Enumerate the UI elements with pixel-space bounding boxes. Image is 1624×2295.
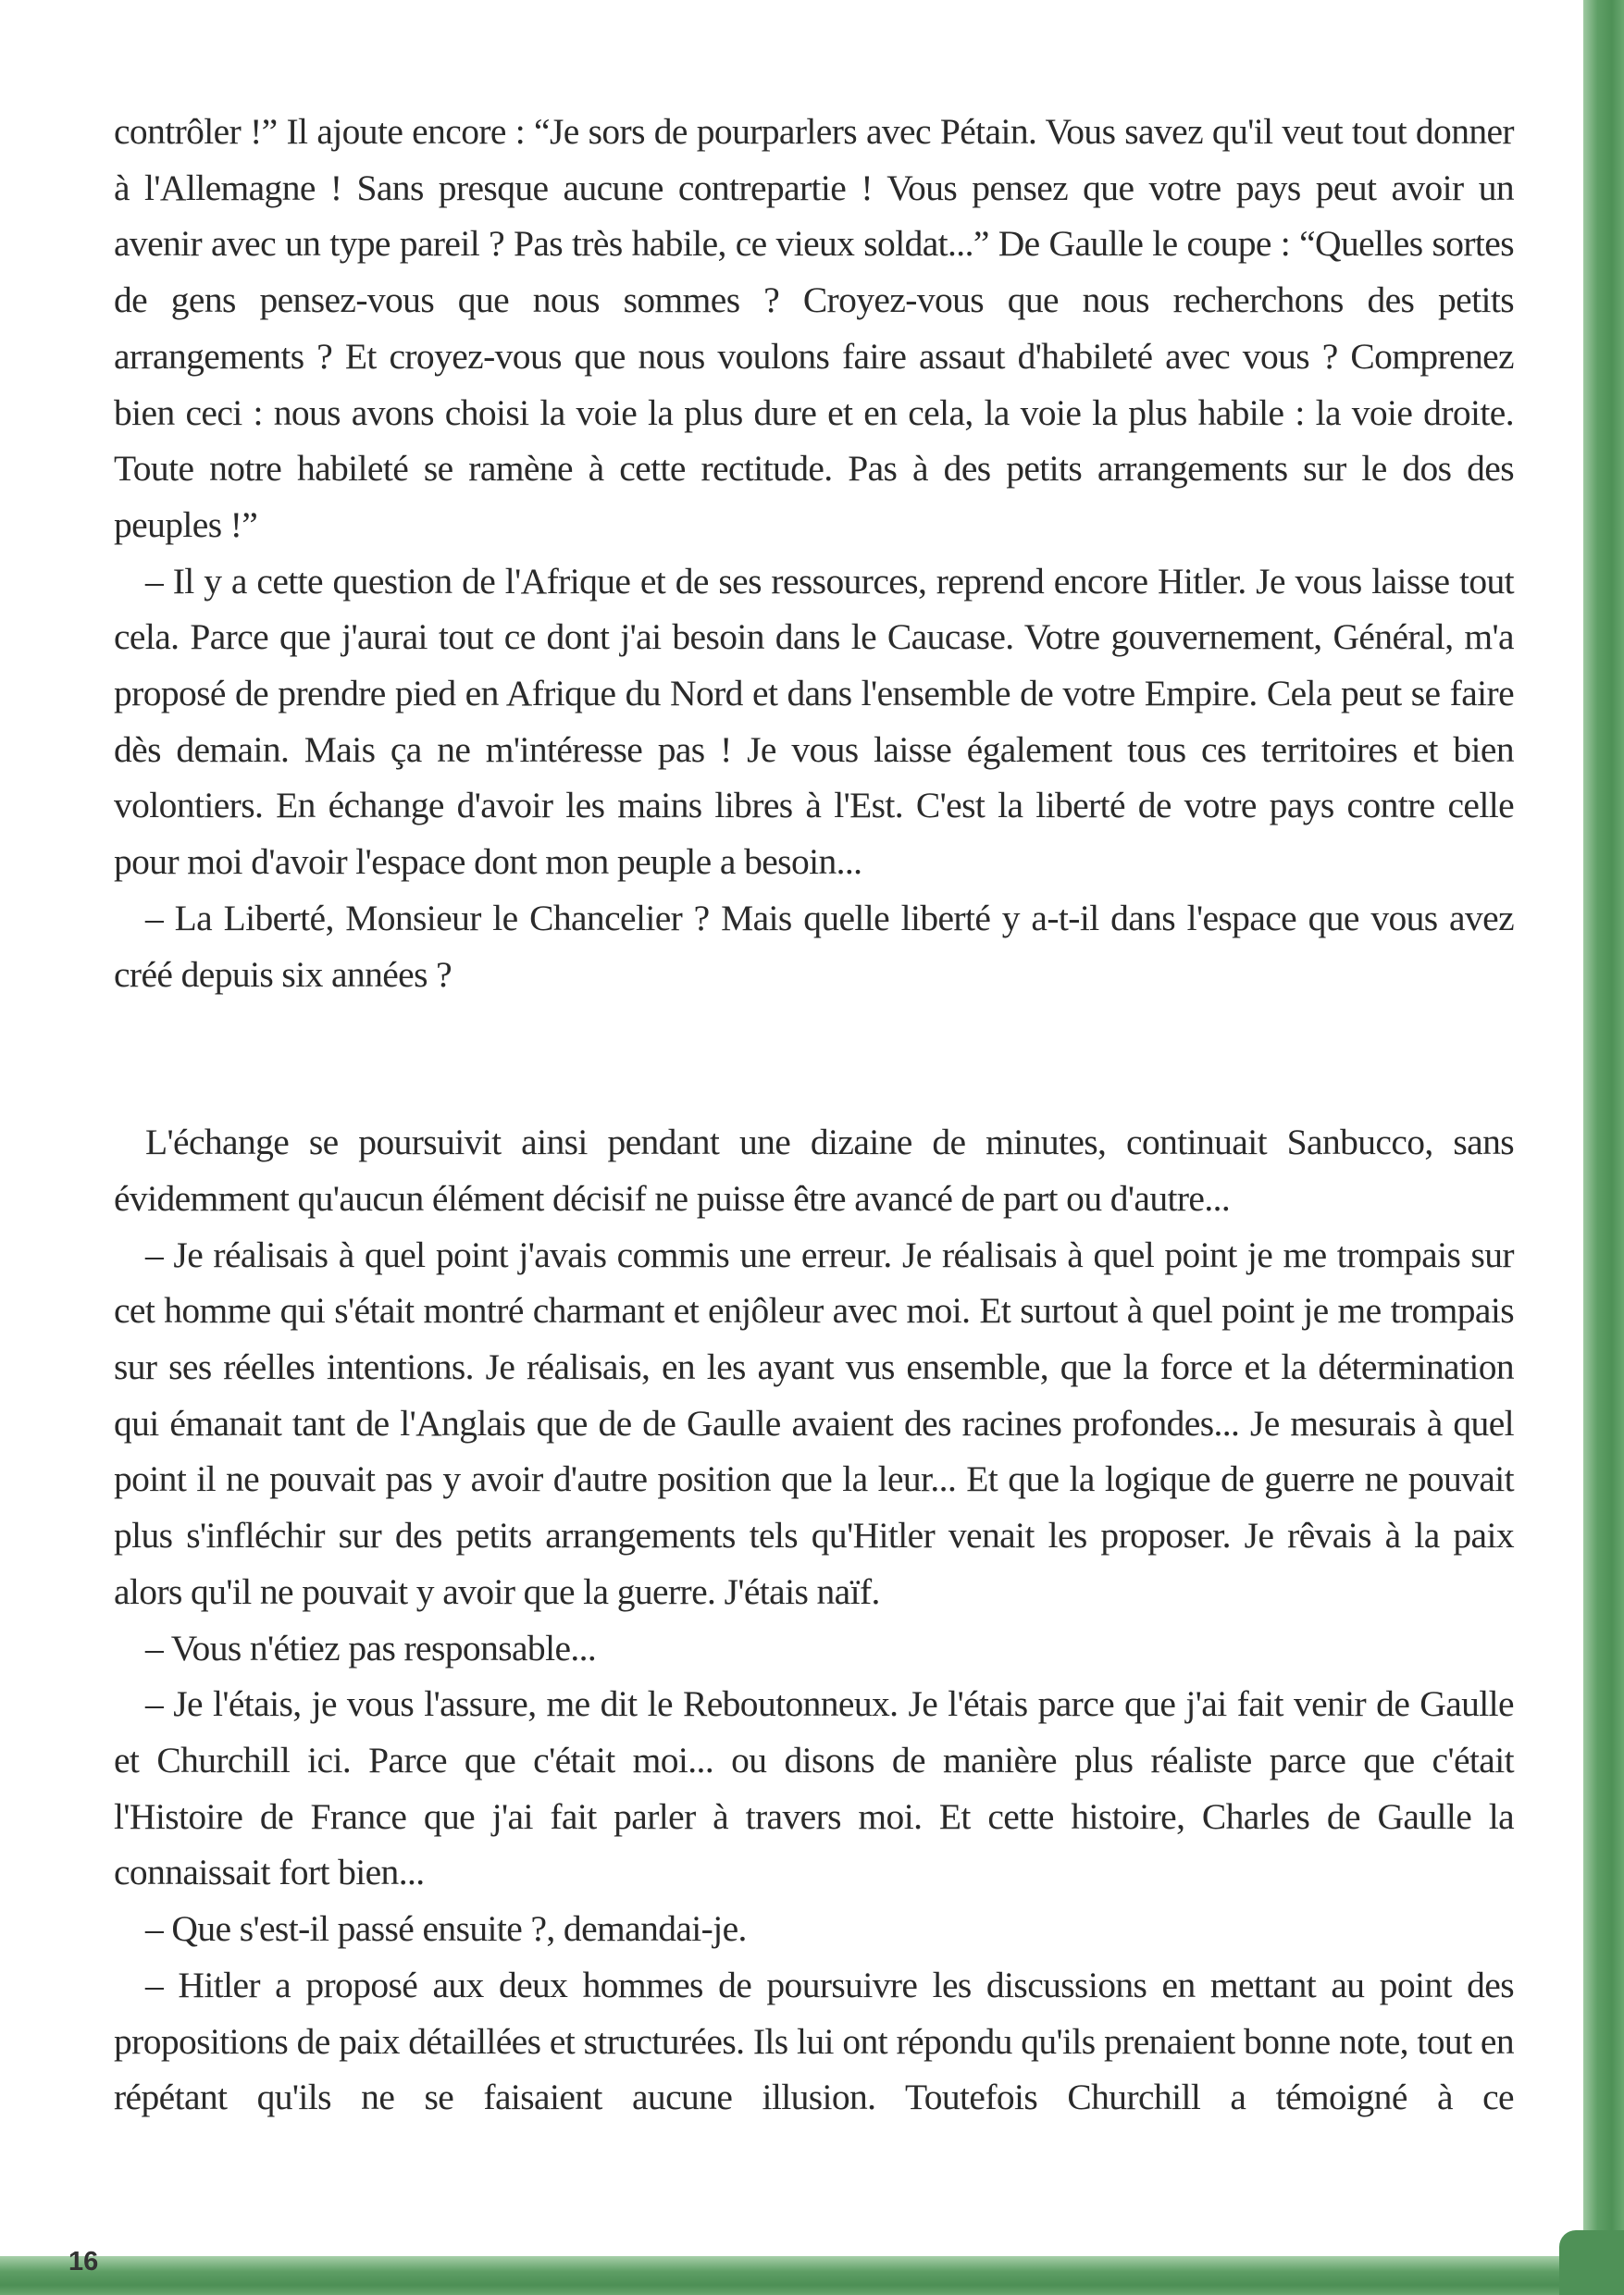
page-frame-right-border bbox=[1583, 0, 1624, 2295]
paragraph-erreur: – Je réalisais à quel point j'avais commis une erreur. Je réalisais à quel point je me trompais sur cet homme qui s'était montré charmant et enjôleur avec moi. Et surtout à quel point je me trompais sur ses réelles intentions. Je réalisais, en les ayant vus ensemble, que la force et la détermination qui émanait tant de l'Anglais que de de Gaulle avaient des racines profondes... Je mesurais à quel point il ne pouvait pas y avoir d'autre position que la leur... Et que la logique de guerre ne pouvait plus s'infléchir sur des petits arrangements tels qu'Hitler venait les proposer. Je rêvais à la paix alors qu'il ne pouvait y avoir que la guerre. J'étais naïf. bbox=[114, 1234, 1514, 1612]
paragraph-reboutonneux: – Je l'étais, je vous l'assure, me dit le Reboutonneux. Je l'étais parce que j'ai fait venir de Gaulle et Churchill ici. Parce que c'était moi... ou disons de manière plus réaliste parce que c'était l'Histoire de France que j'ai fait parler à travers moi. Et cette histoire, Charles de Gaulle la connaissait fort bien... bbox=[114, 1683, 1514, 1893]
page-number: 16 bbox=[68, 2247, 99, 2276]
page-body-text bbox=[114, 104, 1514, 2126]
page-frame-bottom-border bbox=[0, 2256, 1624, 2295]
paragraph-liberte-reply: – La Liberté, Monsieur le Chancelier ? Mais quelle liberté y a-t-il dans l'espace que vous avez créé depuis six années ? bbox=[114, 897, 1514, 995]
paragraph-dialogue-degaulle: contrôler !” Il ajoute encore : “Je sors de pourparlers avec Pétain. Vous savez qu'il veut tout donner à l'Allemagne ! Sans presque aucune contrepartie ! Vous pensez que votre pays peut avoir un avenir avec un type pareil ? Pas très habile, ce vieux soldat...” De Gaulle le coupe : “Quelles sortes de gens pensez-vous que nous sommes ? Croyez-vous que nous recherchons des petits arrangements ? Et croyez-vous que nous voulons faire assaut d'habileté avec vous ? Comprenez bien ceci : nous avons choisi la voie la plus dure et en cela, la voie la plus habile : la voie droite. Toute notre habileté se ramène à cette rectitude. Pas à des petits arrangements sur le dos des peuples !” bbox=[114, 111, 1514, 545]
section-break bbox=[114, 1002, 1514, 1114]
paragraph-propositions-paix: – Hitler a proposé aux deux hommes de poursuivre les discussions en mettant au point des propositions de paix détaillées et structurées. Ils lui ont répondu qu'ils prenaient bonne note, tout en répétant qu'ils ne se faisaient aucune illusion. Toutefois Churchill a témoigné à ce bbox=[114, 1964, 1514, 2118]
paragraph-echange: L'échange se poursuivit ainsi pendant une dizaine de minutes, continuait Sanbucco, sans évidemment qu'aucun élément décisif ne puisse être avancé de part ou d'autre... bbox=[114, 1122, 1514, 1219]
paragraph-question-ensuite: – Que s'est-il passé ensuite ?, demandai-je. bbox=[145, 1908, 747, 1950]
page-frame-corner bbox=[1559, 2230, 1624, 2295]
paragraph-pas-responsable: – Vous n'étiez pas responsable... bbox=[145, 1627, 597, 1669]
paragraph-hitler-africa: – Il y a cette question de l'Afrique et de ses ressources, reprend encore Hitler. Je vous laisse tout cela. Parce que j'aurai tout ce dont j'ai besoin dans le Caucase. Votre gouvernement, Général, m'a proposé de prendre pied en Afrique du Nord et dans l'ensemble de votre Empire. Cela peut se faire dès demain. Mais ça ne m'intéresse pas ! Je vous laisse également tous ces territoires et bien volontiers. En échange d'avoir les mains libres à l'Est. C'est la liberté de votre pays contre celle pour moi d'avoir l'espace dont mon peuple a besoin... bbox=[114, 560, 1514, 883]
